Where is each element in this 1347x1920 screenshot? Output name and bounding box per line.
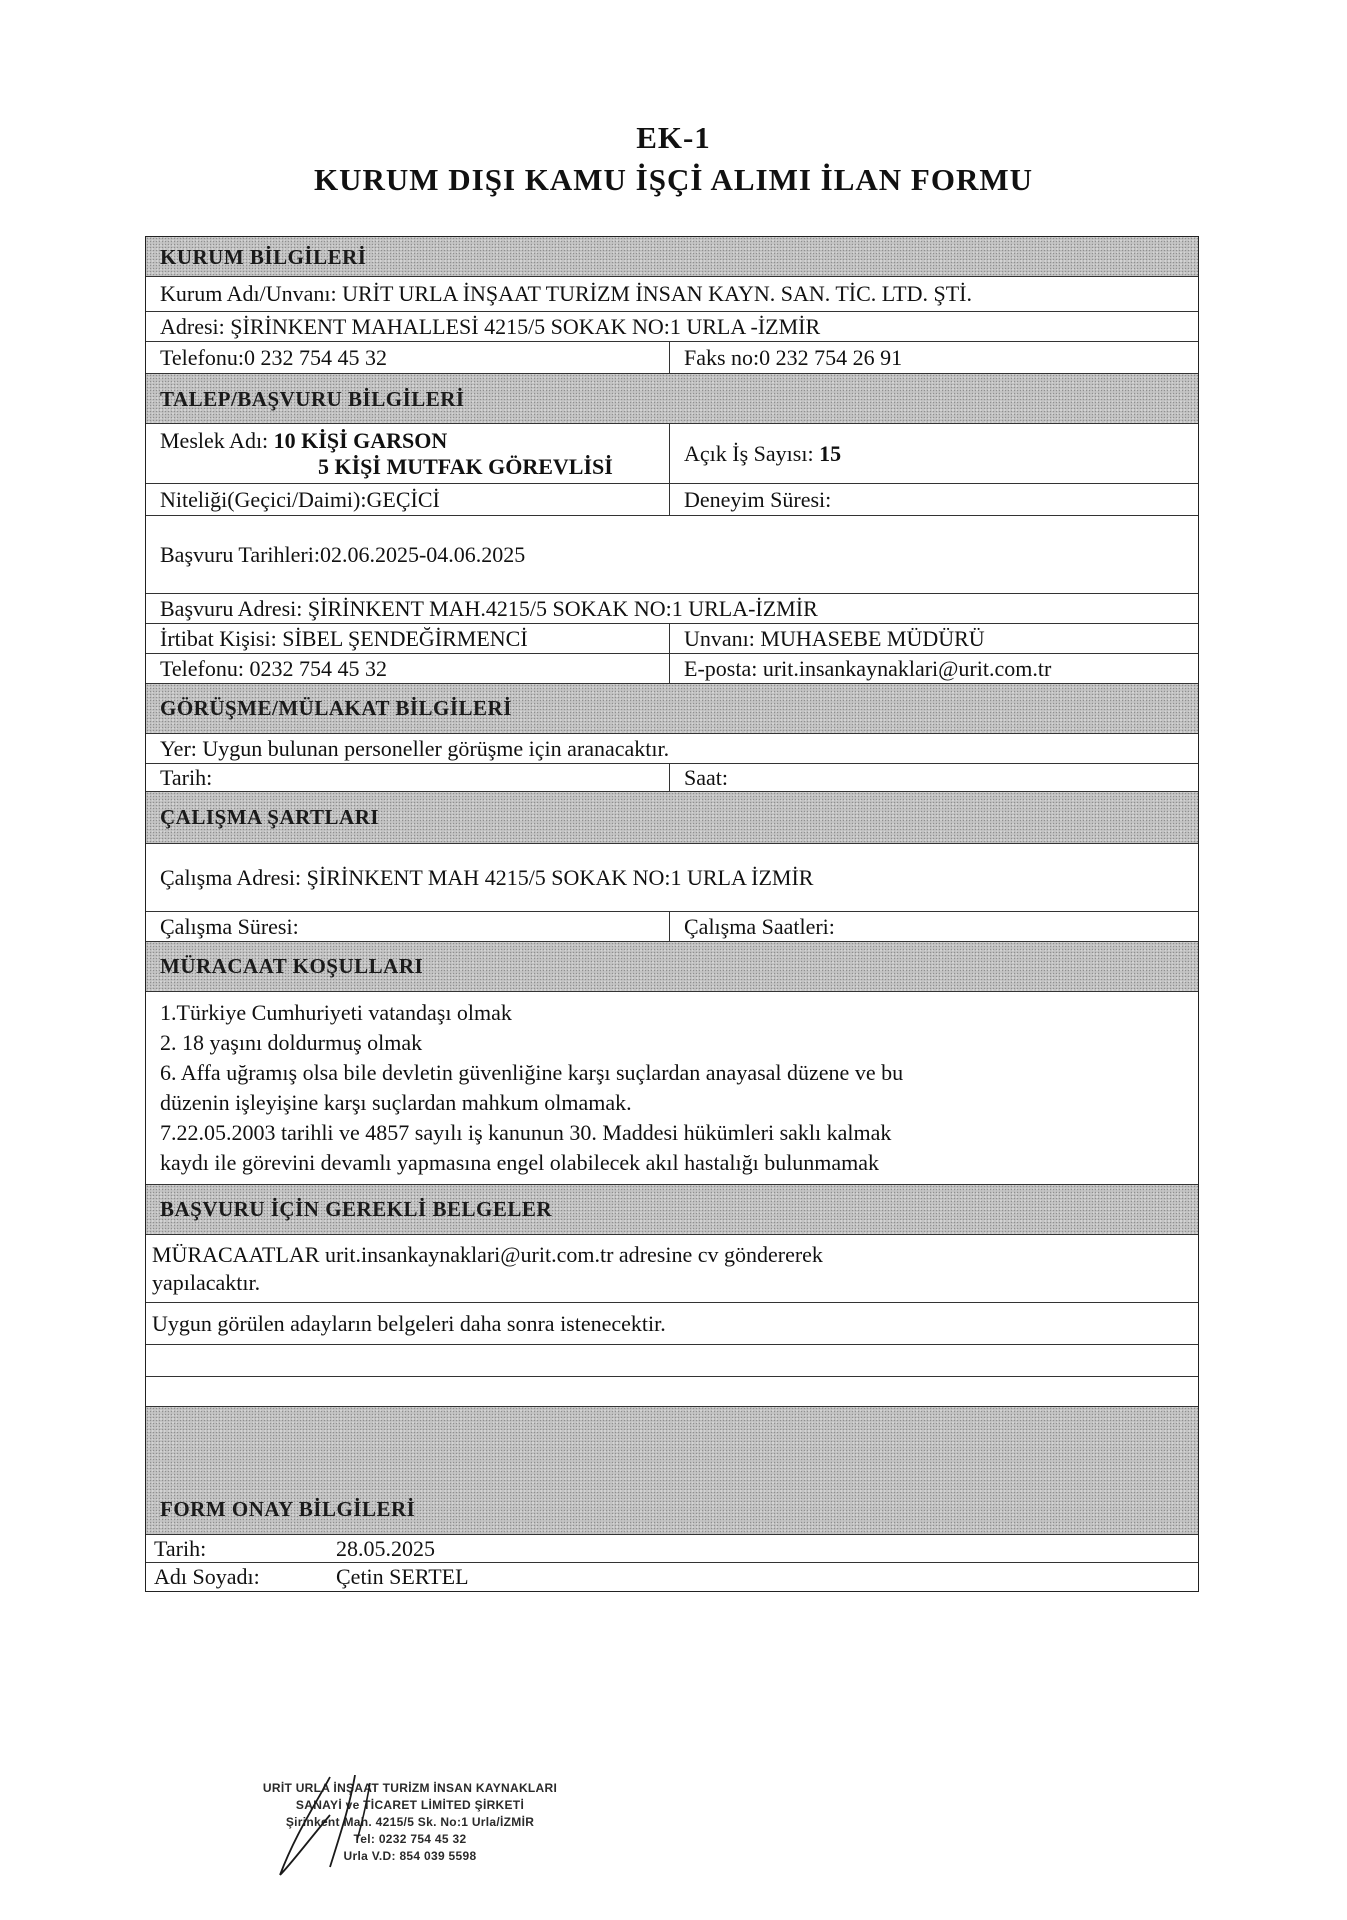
conditions-list [160,998,1184,1178]
contact-phone: Telefonu: 0232 754 45 32 [160,655,387,681]
approval-date-row [146,1535,1198,1563]
interview-time: Saat: [669,764,1198,791]
section-title: MÜRACAAT KOŞULLARI [160,954,424,978]
profession-row [146,424,1198,484]
documents-note: Uygun görülen adayların belgeleri daha sonra istenecektir. [152,1310,666,1336]
contact-person: İrtibat Kişisi: SİBEL ŞENDEĞİRMENCİ [160,625,528,651]
dates-row [146,516,1198,594]
interview-date: Tarih: [160,764,213,790]
kurum-name: Kurum Adı/Unvanı: URİT URLA İNŞAAT TURİZM İNSAN KAYN. SAN. TİC. LTD. ŞTİ. [160,281,973,306]
kurum-contact-row [146,342,1198,374]
contact-row [146,624,1198,654]
approval-date-value: 28.05.2025 [336,1535,435,1561]
profession-line-2: 5 KİŞİ MUTFAK GÖREVLİSİ [318,454,613,479]
work-address: Çalışma Adresi: ŞİRİNKENT MAH 4215/5 SOKAK NO:1 URLA İZMİR [160,864,814,890]
profession-cell [146,424,669,483]
condition-line: 2. 18 yaşını doldurmuş olmak [160,1030,423,1055]
interview-place: Yer: Uygun bulunan personeller görüşme için aranacaktır. [160,735,670,761]
experience: Deneyim Süresi: [669,484,1198,515]
documents-line-2: yapılacaktır. [152,1270,261,1295]
announcement-form [145,236,1199,1592]
nature: Niteliği(Geçici/Daimi):GEÇİCİ [160,486,440,512]
work-duration: Çalışma Süresi: [160,913,299,939]
interview-place-row [146,734,1198,764]
empty-row [146,1377,1198,1407]
condition-line: 7.22.05.2003 tarihli ve 4857 sayılı iş kanunun 30. Maddesi hükümleri saklı kalmak [160,1120,892,1145]
kurum-name-row [146,277,1198,312]
stamp-line: URİT URLA İNŞAAT TURİZM İNSAN KAYNAKLARI [262,1781,558,1795]
nature-row [146,484,1198,516]
signature [235,1775,585,1880]
contact-email: E-posta: urit.insankaynaklari@urit.com.tr [669,654,1198,683]
section-title: BAŞVURU İÇİN GEREKLİ BELGELER [160,1197,553,1221]
condition-line: 6. Affa uğramış olsa bile devletin güvenliğine karşı suçlardan anayasal düzene ve bu [160,1060,904,1085]
profession-label: Meslek Adı: [160,428,274,453]
condition-line: kaydı ile görevini devamlı yapmasına engel olabilecek akıl hastalığı bulunmamak [160,1150,880,1175]
kurum-address-row [146,312,1198,342]
apply-address-row [146,594,1198,624]
kurum-address: Adresi: ŞİRİNKENT MAHALLESİ 4215/5 SOKAK NO:1 URLA -İZMİR [160,313,821,339]
condition-line: 1.Türkiye Cumhuriyeti vatandaşı olmak [160,1000,512,1025]
open-jobs-cell [669,424,1198,483]
work-address-row [146,844,1198,912]
section-header-onay [146,1407,1198,1535]
interview-datetime-row [146,764,1198,792]
section-title: GÖRÜŞME/MÜLAKAT BİLGİLERİ [160,696,512,720]
open-jobs-label: Açık İş Sayısı: [684,440,814,466]
empty-row [146,1345,1198,1377]
documents-row-2 [146,1303,1198,1345]
work-hours: Çalışma Saatleri: [669,912,1198,941]
section-header-muracaat [146,942,1198,992]
section-header-talep [146,374,1198,424]
stamp-line: SANAYİ ve TİCARET LİMİTED ŞİRKETİ [295,1798,525,1812]
documents-text [152,1241,1184,1297]
approval-date-label: Tarih: [154,1535,207,1561]
form-code: EK-1 [636,120,711,155]
section-header-belgeler [146,1185,1198,1235]
work-time-row [146,912,1198,942]
approval-name-value: Çetin SERTEL [336,1564,469,1589]
section-title: TALEP/BAŞVURU BİLGİLERİ [160,387,465,411]
section-title: KURUM BİLGİLERİ [160,245,367,269]
section-title: ÇALIŞMA ŞARTLARI [160,805,380,829]
section-header-kurum [146,237,1198,277]
approval-name-label: Adı Soyadı: [154,1564,260,1589]
documents-line-1: MÜRACAATLAR urit.insankaynaklari@urit.com.tr adresine cv göndererek [152,1242,823,1267]
application-dates: Başvuru Tarihleri:02.06.2025-04.06.2025 [160,541,526,567]
contact-phone-row [146,654,1198,684]
profession-line-1: 10 KİŞİ GARSON [273,428,448,453]
contact-title: Unvanı: MUHASEBE MÜDÜRÜ [669,624,1198,653]
apply-address: Başvuru Adresi: ŞİRİNKENT MAH.4215/5 SOKAK NO:1 URLA-İZMİR [160,595,818,621]
section-header-calisma [146,792,1198,844]
documents-row-1 [146,1235,1198,1303]
form-title: KURUM DIŞI KAMU İŞÇİ ALIMI İLAN FORMU [313,162,1034,197]
stamp-line: Urla V.D: 854 039 5598 [343,1849,477,1863]
kurum-fax: Faks no:0 232 754 26 91 [669,342,1198,373]
stamp-line: Tel: 0232 754 45 32 [353,1832,467,1846]
conditions-row [146,992,1198,1185]
open-jobs-value: 15 [819,440,842,466]
stamp-line: Şirinkent Mah. 4215/5 Sk. No:1 Urla/İZMİR [285,1815,535,1829]
condition-line: düzenin işleyişine karşı suçlardan mahkum olmamak. [160,1090,632,1115]
kurum-phone: Telefonu:0 232 754 45 32 [160,344,387,370]
section-header-gorusme [146,684,1198,734]
approval-name-row [146,1563,1198,1591]
section-title: FORM ONAY BİLGİLERİ [160,1497,416,1521]
